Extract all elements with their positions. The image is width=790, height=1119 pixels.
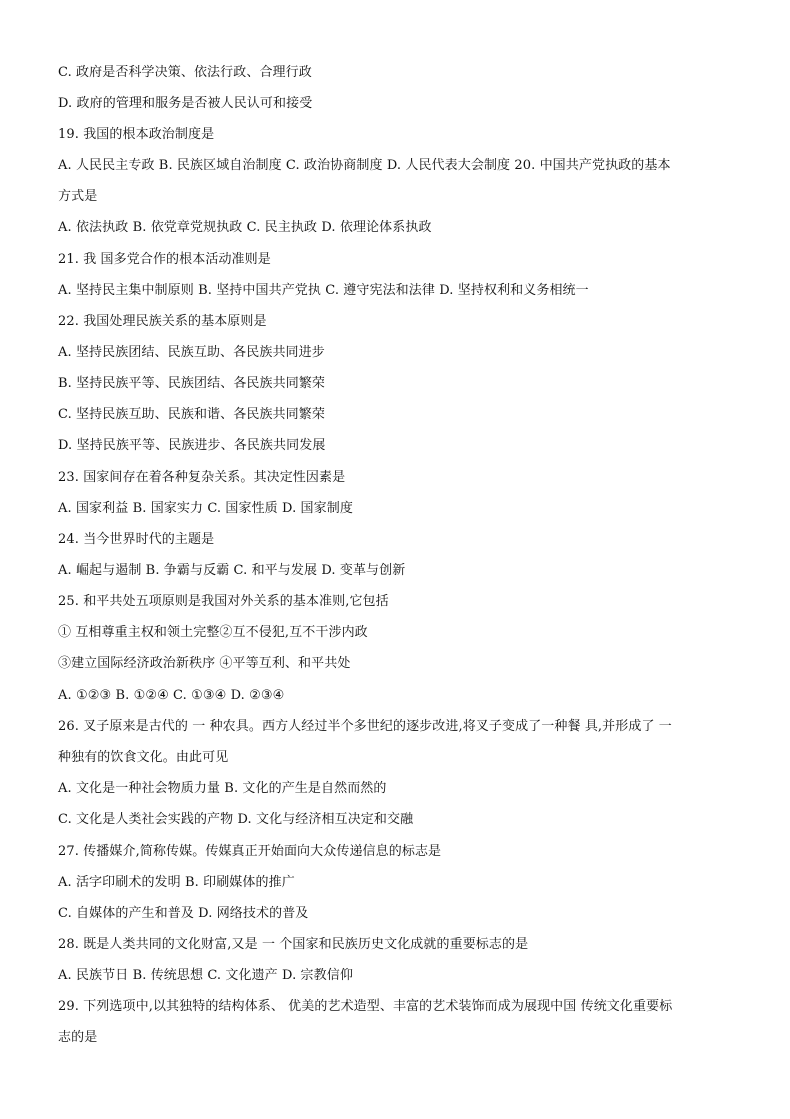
text-line: A. 活字印刷术的发明 B. 印刷媒体的推广 (58, 875, 295, 890)
text-line: A. 坚持民族团结、民族互助、各民族共同进步 (58, 345, 325, 360)
question-24-stem: 24. 当今世界时代的主题是 (58, 532, 215, 547)
text-line: A. 依法执政 B. 依党章党规执政 C. 民主执政 D. 依理论体系执政 (58, 220, 432, 235)
question-27-stem: 27. 传播媒介,简称传媒。传媒真正开始面向大众传递信息的标志是 (58, 844, 442, 859)
text-line: A. 崛起与遏制 B. 争霸与反霸 C. 和平与发展 D. 变革与创新 (58, 563, 406, 578)
text-line: ① 互相尊重主权和领土完整②互不侵犯,互不干涉内政 (58, 625, 368, 640)
question-26-stem: 26. 叉子原来是古代的 一 种农具。西方人经过半个多世纪的逐步改进,将叉子变成了一种餐 具,并形成了 一 (58, 719, 672, 734)
text-line: 方式是 (58, 189, 98, 204)
text-line: A. 国家利益 B. 国家实力 C. 国家性质 D. 国家制度 (58, 501, 353, 516)
question-23-stem: 23. 国家间存在着各种复杂关系。其决定性因素是 (58, 470, 346, 485)
question-25-stem: 25. 和平共处五项原则是我国对外关系的基本准则,它包括 (58, 594, 389, 609)
text-line: 种独有的饮食文化。由此可见 (58, 750, 229, 765)
text-line: A. 民族节日 B. 传统思想 C. 文化遗产 D. 宗教信仰 (58, 968, 353, 983)
text-line: A. 人民民主专政 B. 民族区域自治制度 C. 政治协商制度 D. 人民代表大会制度 20. 中国共产党执政的基本 (58, 158, 671, 173)
text-line: A. ①②③ B. ①②④ C. ①③④ D. ②③④ (58, 688, 285, 703)
text-line: A. 文化是一种社会物质力量 B. 文化的产生是自然而然的 (58, 781, 387, 796)
question-21-stem: 21. 我 国多党合作的根本活动准则是 (58, 252, 271, 267)
text-line: C. 文化是人类社会实践的产物 D. 文化与经济相互决定和交融 (58, 812, 414, 827)
text-line: C. 坚持民族互助、民族和谐、各民族共同繁荣 (58, 407, 325, 422)
text-line: B. 坚持民族平等、民族团结、各民族共同繁荣 (58, 376, 326, 391)
question-22-stem: 22. 我国处理民族关系的基本原则是 (58, 314, 267, 329)
text-line: D. 坚持民族平等、民族进步、各民族共同发展 (58, 438, 326, 453)
question-19-stem: 19. 我国的根本政治制度是 (58, 127, 215, 142)
question-28-stem: 28. 既是人类共同的文化财富,又是 一 个国家和民族历史文化成就的重要标志的是 (58, 937, 529, 952)
text-line: C. 自媒体的产生和普及 D. 网络技术的普及 (58, 906, 309, 921)
text-line: A. 坚持民主集中制原则 B. 坚持中国共产党执 C. 遵守宪法和法律 D. 坚持权利和义务相统一 (58, 283, 589, 298)
text-line: C. 政府是否科学决策、依法行政、合理行政 (58, 65, 312, 80)
text-line: ③建立国际经济政治新秩序 ④平等互利、和平共处 (58, 656, 351, 671)
text-line: 志的是 (58, 1030, 98, 1045)
text-line: D. 政府的管理和服务是否被人民认可和接受 (58, 96, 313, 111)
question-29-stem: 29. 下列选项中,以其独特的结构体系、 优美的艺术造型、丰富的艺术装饰而成为展现中国 传统文化重要标 (58, 999, 673, 1014)
